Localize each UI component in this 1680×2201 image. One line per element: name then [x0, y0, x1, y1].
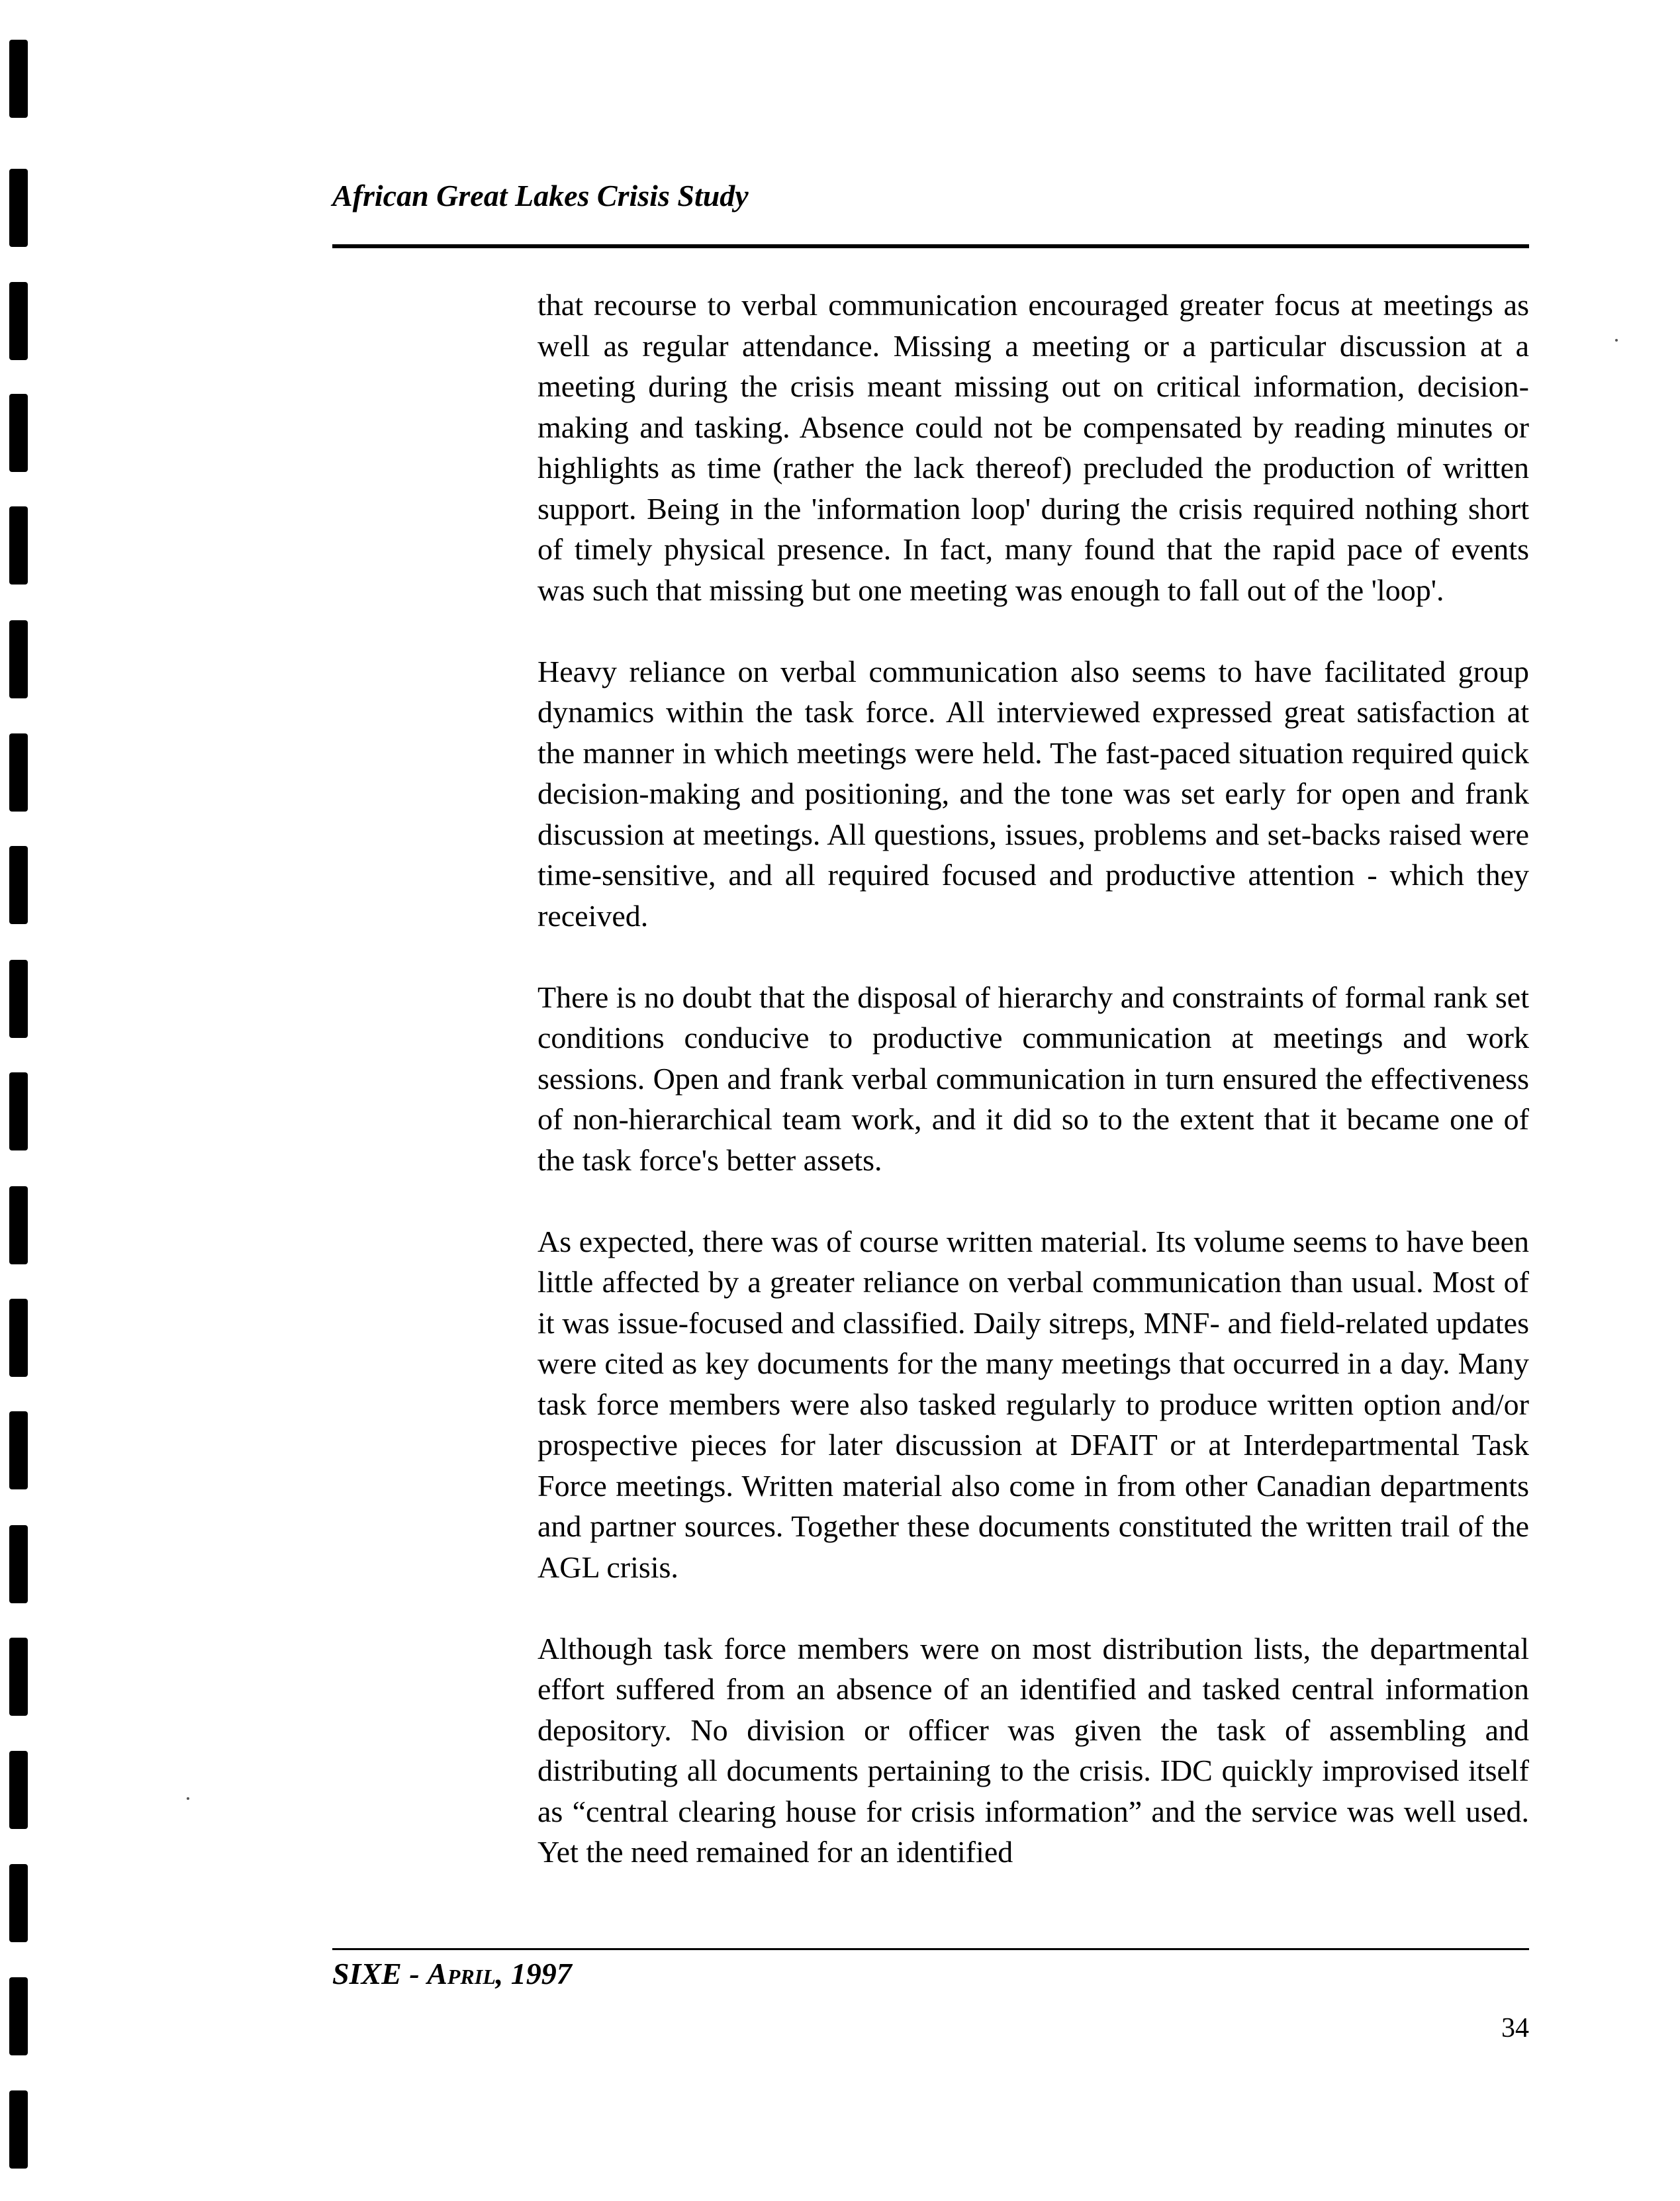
binding-mark [9, 960, 28, 1038]
binding-mark [9, 40, 28, 118]
binding-mark [9, 2090, 28, 2169]
body-text [537, 285, 1529, 1873]
binding-mark [9, 1751, 28, 1829]
binding-mark [9, 1864, 28, 1942]
footer-rule [332, 1948, 1529, 1950]
scan-speck [187, 1797, 189, 1800]
footer-org: SIXE [332, 1957, 402, 1990]
binding-mark [9, 620, 28, 698]
footer-separator: - [401, 1957, 428, 1990]
binding-mark [9, 282, 28, 360]
binding-mark [9, 1299, 28, 1377]
binding-mark [9, 1638, 28, 1716]
paragraph: There is no doubt that the disposal of hierarchy and constraints of formal rank set conditions conducive to productive communication at meetings and work sessions. Open and frank verbal communication in turn ensured the effectiveness of non-hierarchical team work, and it did so to the extent that it became one of the task force's better assets. [537, 980, 1529, 1177]
scan-speck [1615, 339, 1618, 342]
binding-mark [9, 1525, 28, 1603]
binding-mark [9, 1977, 28, 2055]
header-rule [332, 244, 1529, 248]
binding-mark [9, 506, 28, 585]
binding-mark [9, 846, 28, 924]
binding-mark [9, 733, 28, 812]
page-number: 34 [1501, 2013, 1529, 2043]
paragraph: Heavy reliance on verbal communication also seems to have facilitated group dynamics within the task force. All interviewed expressed great satisfaction at the manner in which meetings were held. The fast-paced situation required quick decision-making and positioning, and the tone was set early for open and frank discussion at meetings. All questions, issues, problems and set-backs raised were time-sensitive, and all required focused and productive attention - which they received. [537, 654, 1529, 933]
binding-mark [9, 1072, 28, 1150]
paragraph: As expected, there was of course written material. Its volume seems to have been little affected by a greater reliance on verbal communication than usual. Most of it was issue-focused and classified. Daily sitreps, MNF- and field-related updates were cited as key documents for the many meetings that occurred in a day. Many task force members were also tasked regularly to produce written option and/or prospective pieces for later discussion at DFAIT or at Interdepartmental Task Force meetings. Written material also come in from other Canadian departments and partner sources. Together these documents constituted the written trail of the AGL crisis. [537, 1224, 1529, 1584]
binding-mark [9, 394, 28, 472]
binding-marks [9, 40, 29, 2171]
binding-mark [9, 169, 28, 247]
binding-mark [9, 1411, 28, 1489]
binding-mark [9, 1186, 28, 1264]
running-header: African Great Lakes Crisis Study [332, 179, 749, 212]
footer-date: April, 1997 [427, 1957, 572, 1990]
paragraph: Although task force members were on most distribution lists, the departmental effort suffered from an absence of an identified and tasked central information depository. No division or officer was given the task of assembling and distributing all documents pertaining to the crisis. IDC quickly improvised itself as “central clearing house for crisis information” and the service was well used. Yet the need remained for an identified [537, 1631, 1529, 1869]
footer-credit [332, 1955, 572, 1992]
paragraph: that recourse to verbal communication encouraged greater focus at meetings as well as regular attendance. Missing a meeting or a particular discussion at a meeting during the crisis meant missing out on critical information, decision-making and tasking. Absence could not be compensated by reading minutes or highlights as time (rather the lack thereof) precluded the production of written support. Being in the 'information loop' during the crisis required nothing short of timely physical presence. In fact, many found that the rapid pace of events was such that missing but one meeting was enough to fall out of the 'loop'. [537, 288, 1529, 607]
